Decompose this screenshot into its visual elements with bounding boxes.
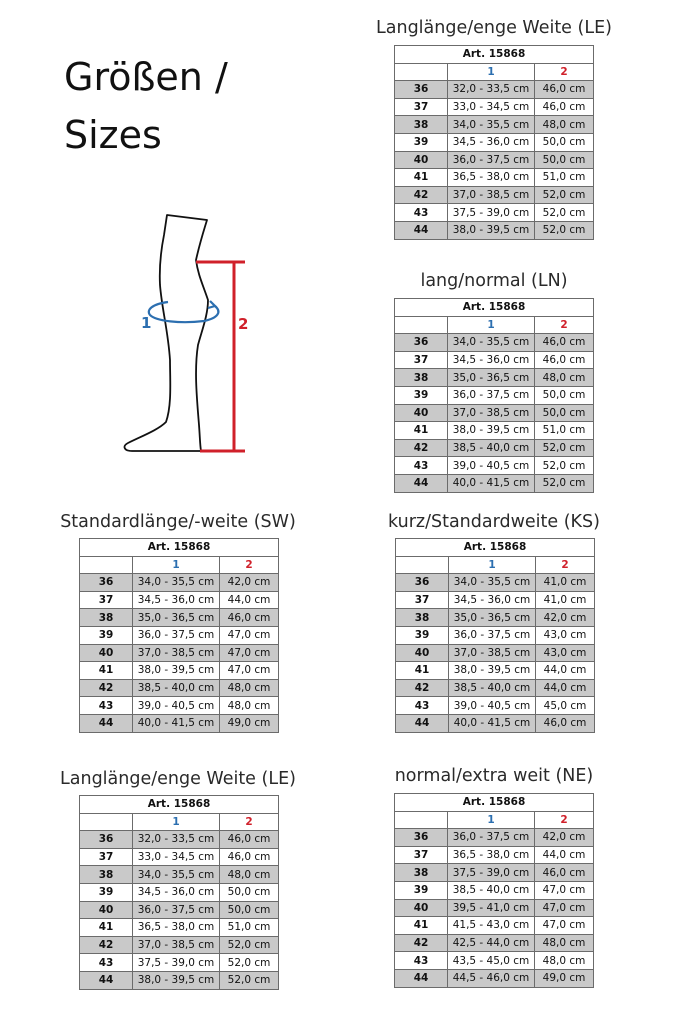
table-row bbox=[395, 404, 594, 422]
table-title: lang/normal (LN) bbox=[420, 271, 568, 291]
table-row bbox=[396, 714, 595, 732]
shaft-height-cell: 46,0 cm bbox=[220, 609, 279, 627]
table-title: kurz/Standardweite (KS) bbox=[388, 512, 600, 532]
calf-circumference-cell: 34,5 - 36,0 cm bbox=[448, 351, 535, 369]
size-cell: 44 bbox=[395, 221, 448, 239]
size-cell: 37 bbox=[80, 848, 133, 866]
table-row bbox=[80, 662, 279, 680]
shaft-height-cell: 47,0 cm bbox=[220, 626, 279, 644]
shaft-height-cell: 48,0 cm bbox=[535, 116, 594, 134]
size-cell: 41 bbox=[80, 919, 133, 937]
table-row bbox=[395, 952, 594, 970]
calf-circumference-cell: 37,0 - 38,5 cm bbox=[133, 644, 220, 662]
calf-circumference-cell: 38,5 - 40,0 cm bbox=[449, 679, 536, 697]
shaft-height-cell: 47,0 cm bbox=[220, 644, 279, 662]
size-cell: 38 bbox=[80, 609, 133, 627]
size-table bbox=[394, 45, 594, 240]
shaft-height-cell: 52,0 cm bbox=[220, 936, 279, 954]
shaft-height-cell: 52,0 cm bbox=[535, 221, 594, 239]
size-cell: 38 bbox=[395, 369, 448, 387]
calf-circumference-cell: 36,5 - 38,0 cm bbox=[133, 919, 220, 937]
calf-circumference-cell: 38,5 - 40,0 cm bbox=[448, 881, 535, 899]
shaft-height-cell: 50,0 cm bbox=[220, 901, 279, 919]
shaft-height-header: 2 bbox=[536, 556, 595, 574]
shaft-height-cell: 41,0 cm bbox=[536, 591, 595, 609]
table-row bbox=[396, 662, 595, 680]
article-number: Art. 15868 bbox=[395, 794, 594, 812]
size-table bbox=[79, 795, 279, 990]
shaft-height-cell: 43,0 cm bbox=[536, 626, 595, 644]
page-title-line-1: Größen / bbox=[64, 55, 228, 99]
calf-circumference-cell: 42,5 - 44,0 cm bbox=[448, 934, 535, 952]
column-header-row bbox=[80, 556, 279, 574]
table-row bbox=[80, 697, 279, 715]
size-cell: 38 bbox=[395, 116, 448, 134]
shaft-height-cell: 48,0 cm bbox=[220, 697, 279, 715]
size-cell: 40 bbox=[80, 901, 133, 919]
table-row bbox=[396, 609, 595, 627]
table-row bbox=[396, 591, 595, 609]
size-table-ks bbox=[364, 509, 624, 733]
size-cell: 40 bbox=[395, 404, 448, 422]
shaft-height-cell: 47,0 cm bbox=[535, 899, 594, 917]
table-row bbox=[80, 714, 279, 732]
calf-circumference-cell: 35,0 - 36,5 cm bbox=[133, 609, 220, 627]
size-table bbox=[394, 298, 594, 493]
calf-circumference-cell: 36,5 - 38,0 cm bbox=[448, 846, 535, 864]
table-row bbox=[395, 917, 594, 935]
shaft-height-cell: 51,0 cm bbox=[220, 919, 279, 937]
shaft-height-cell: 44,0 cm bbox=[536, 662, 595, 680]
table-row bbox=[395, 864, 594, 882]
column-header-row bbox=[80, 813, 279, 831]
calf-circumference-cell: 32,0 - 33,5 cm bbox=[448, 81, 535, 99]
size-header-cell bbox=[396, 556, 449, 574]
shaft-height-cell: 48,0 cm bbox=[535, 369, 594, 387]
table-row bbox=[396, 679, 595, 697]
shaft-height-cell: 52,0 cm bbox=[535, 186, 594, 204]
size-table-ne bbox=[364, 763, 624, 988]
calf-circumference-cell: 43,5 - 45,0 cm bbox=[448, 952, 535, 970]
table-row bbox=[80, 901, 279, 919]
calf-circumference-cell: 37,5 - 39,0 cm bbox=[133, 954, 220, 972]
shaft-height-header: 2 bbox=[535, 63, 594, 81]
size-cell: 41 bbox=[395, 422, 448, 440]
calf-circumference-cell: 40,0 - 41,5 cm bbox=[448, 474, 535, 492]
size-table-le-top bbox=[364, 15, 624, 240]
calf-circumference-cell: 39,5 - 41,0 cm bbox=[448, 899, 535, 917]
size-cell: 40 bbox=[80, 644, 133, 662]
size-cell: 40 bbox=[395, 899, 448, 917]
table-row bbox=[395, 221, 594, 239]
table-row bbox=[80, 591, 279, 609]
size-table-le-bottom bbox=[48, 766, 308, 990]
shaft-height-cell: 52,0 cm bbox=[535, 439, 594, 457]
calf-circumference-header: 1 bbox=[448, 811, 535, 829]
shaft-height-cell: 49,0 cm bbox=[220, 714, 279, 732]
size-cell: 43 bbox=[395, 457, 448, 475]
size-cell: 37 bbox=[395, 98, 448, 116]
table-row bbox=[80, 574, 279, 592]
column-header-row bbox=[395, 811, 594, 829]
size-table-sw bbox=[48, 509, 308, 733]
table-row bbox=[395, 204, 594, 222]
measure-label-2: 2 bbox=[238, 315, 249, 333]
table-row bbox=[395, 351, 594, 369]
column-header-row bbox=[396, 556, 595, 574]
shaft-height-cell: 44,0 cm bbox=[220, 591, 279, 609]
size-cell: 43 bbox=[80, 954, 133, 972]
table-row bbox=[80, 679, 279, 697]
calf-circumference-cell: 39,0 - 40,5 cm bbox=[449, 697, 536, 715]
calf-circumference-header: 1 bbox=[133, 556, 220, 574]
size-table bbox=[395, 538, 595, 733]
table-row bbox=[396, 697, 595, 715]
calf-circumference-cell: 40,0 - 41,5 cm bbox=[449, 714, 536, 732]
size-cell: 38 bbox=[80, 866, 133, 884]
size-cell: 37 bbox=[396, 591, 449, 609]
shaft-height-cell: 47,0 cm bbox=[535, 881, 594, 899]
shaft-height-cell: 50,0 cm bbox=[535, 404, 594, 422]
size-cell: 44 bbox=[395, 474, 448, 492]
calf-circumference-cell: 39,0 - 40,5 cm bbox=[133, 697, 220, 715]
table-row bbox=[396, 574, 595, 592]
article-number: Art. 15868 bbox=[395, 46, 594, 64]
page-title bbox=[64, 48, 228, 164]
calf-circumference-cell: 36,0 - 37,5 cm bbox=[448, 386, 535, 404]
calf-circumference-cell: 36,5 - 38,0 cm bbox=[448, 169, 535, 187]
calf-circumference-cell: 35,0 - 36,5 cm bbox=[448, 369, 535, 387]
size-cell: 36 bbox=[395, 829, 448, 847]
calf-circumference-header: 1 bbox=[448, 316, 535, 334]
shaft-height-cell: 48,0 cm bbox=[220, 866, 279, 884]
shaft-height-cell: 42,0 cm bbox=[220, 574, 279, 592]
table-row bbox=[395, 151, 594, 169]
shaft-height-cell: 50,0 cm bbox=[535, 151, 594, 169]
size-cell: 37 bbox=[395, 846, 448, 864]
table-row bbox=[395, 369, 594, 387]
calf-circumference-cell: 36,0 - 37,5 cm bbox=[448, 151, 535, 169]
calf-circumference-cell: 35,0 - 36,5 cm bbox=[449, 609, 536, 627]
calf-circumference-cell: 38,5 - 40,0 cm bbox=[448, 439, 535, 457]
size-cell: 43 bbox=[395, 952, 448, 970]
article-number: Art. 15868 bbox=[395, 299, 594, 317]
calf-circumference-cell: 34,0 - 35,5 cm bbox=[133, 574, 220, 592]
table-row bbox=[395, 81, 594, 99]
size-cell: 38 bbox=[395, 864, 448, 882]
shaft-height-header: 2 bbox=[535, 316, 594, 334]
size-cell: 42 bbox=[395, 934, 448, 952]
shaft-height-cell: 48,0 cm bbox=[535, 934, 594, 952]
table-row bbox=[395, 386, 594, 404]
shaft-height-cell: 46,0 cm bbox=[535, 334, 594, 352]
size-cell: 44 bbox=[80, 714, 133, 732]
calf-circumference-cell: 37,0 - 38,5 cm bbox=[448, 186, 535, 204]
calf-circumference-cell: 37,0 - 38,5 cm bbox=[133, 936, 220, 954]
calf-circumference-cell: 32,0 - 33,5 cm bbox=[133, 831, 220, 849]
calf-circumference-cell: 38,0 - 39,5 cm bbox=[448, 422, 535, 440]
calf-circumference-cell: 34,0 - 35,5 cm bbox=[133, 866, 220, 884]
shaft-height-cell: 49,0 cm bbox=[535, 969, 594, 987]
shaft-height-cell: 52,0 cm bbox=[535, 474, 594, 492]
calf-circumference-cell: 34,5 - 36,0 cm bbox=[449, 591, 536, 609]
table-row bbox=[395, 474, 594, 492]
article-number: Art. 15868 bbox=[80, 796, 279, 814]
size-cell: 39 bbox=[80, 626, 133, 644]
table-row bbox=[80, 831, 279, 849]
size-cell: 39 bbox=[395, 133, 448, 151]
shaft-height-cell: 52,0 cm bbox=[535, 204, 594, 222]
calf-circumference-cell: 34,5 - 36,0 cm bbox=[133, 591, 220, 609]
table-row bbox=[80, 644, 279, 662]
size-cell: 39 bbox=[396, 626, 449, 644]
calf-circumference-cell: 33,0 - 34,5 cm bbox=[448, 98, 535, 116]
size-cell: 37 bbox=[395, 351, 448, 369]
shaft-height-cell: 46,0 cm bbox=[536, 714, 595, 732]
calf-circumference-cell: 38,0 - 39,5 cm bbox=[133, 662, 220, 680]
table-row bbox=[80, 626, 279, 644]
calf-circumference-cell: 34,0 - 35,5 cm bbox=[448, 334, 535, 352]
table-title: Langlänge/enge Weite (LE) bbox=[376, 18, 612, 38]
table-row bbox=[395, 829, 594, 847]
size-table-ln bbox=[364, 268, 624, 493]
leg-outline-icon bbox=[100, 200, 260, 470]
article-row bbox=[396, 539, 595, 557]
size-cell: 42 bbox=[80, 936, 133, 954]
calf-circumference-cell: 36,0 - 37,5 cm bbox=[133, 901, 220, 919]
calf-circumference-cell: 36,0 - 37,5 cm bbox=[449, 626, 536, 644]
table-row bbox=[80, 971, 279, 989]
size-header-cell bbox=[395, 316, 448, 334]
calf-circumference-header: 1 bbox=[133, 813, 220, 831]
calf-circumference-cell: 37,0 - 38,5 cm bbox=[449, 644, 536, 662]
table-row bbox=[80, 609, 279, 627]
calf-circumference-cell: 37,5 - 39,0 cm bbox=[448, 204, 535, 222]
shaft-height-cell: 43,0 cm bbox=[536, 644, 595, 662]
table-row bbox=[80, 866, 279, 884]
size-cell: 36 bbox=[396, 574, 449, 592]
shaft-height-cell: 47,0 cm bbox=[535, 917, 594, 935]
size-cell: 44 bbox=[80, 971, 133, 989]
size-cell: 43 bbox=[396, 697, 449, 715]
calf-circumference-cell: 34,0 - 35,5 cm bbox=[449, 574, 536, 592]
shaft-height-cell: 46,0 cm bbox=[535, 98, 594, 116]
table-row bbox=[395, 881, 594, 899]
calf-circumference-cell: 34,5 - 36,0 cm bbox=[133, 883, 220, 901]
size-cell: 36 bbox=[80, 574, 133, 592]
size-cell: 39 bbox=[80, 883, 133, 901]
table-row bbox=[80, 936, 279, 954]
table-row bbox=[80, 848, 279, 866]
size-cell: 42 bbox=[80, 679, 133, 697]
calf-circumference-cell: 38,0 - 39,5 cm bbox=[449, 662, 536, 680]
calf-circumference-cell: 34,0 - 35,5 cm bbox=[448, 116, 535, 134]
size-cell: 43 bbox=[395, 204, 448, 222]
calf-circumference-cell: 36,0 - 37,5 cm bbox=[448, 829, 535, 847]
calf-circumference-cell: 40,0 - 41,5 cm bbox=[133, 714, 220, 732]
size-header-cell bbox=[80, 556, 133, 574]
shaft-height-cell: 46,0 cm bbox=[220, 831, 279, 849]
article-row bbox=[395, 46, 594, 64]
calf-circumference-cell: 34,5 - 36,0 cm bbox=[448, 133, 535, 151]
table-row bbox=[395, 334, 594, 352]
table-row bbox=[395, 186, 594, 204]
size-cell: 40 bbox=[396, 644, 449, 662]
shaft-height-cell: 50,0 cm bbox=[535, 133, 594, 151]
table-row bbox=[396, 626, 595, 644]
size-cell: 43 bbox=[80, 697, 133, 715]
calf-circumference-cell: 36,0 - 37,5 cm bbox=[133, 626, 220, 644]
calf-circumference-cell: 37,0 - 38,5 cm bbox=[448, 404, 535, 422]
size-cell: 41 bbox=[395, 917, 448, 935]
shaft-height-cell: 46,0 cm bbox=[535, 81, 594, 99]
size-cell: 40 bbox=[395, 151, 448, 169]
table-row bbox=[395, 439, 594, 457]
shaft-height-header: 2 bbox=[220, 556, 279, 574]
size-cell: 42 bbox=[396, 679, 449, 697]
calf-circumference-cell: 38,0 - 39,5 cm bbox=[133, 971, 220, 989]
column-header-row bbox=[395, 316, 594, 334]
size-cell: 44 bbox=[396, 714, 449, 732]
article-row bbox=[395, 794, 594, 812]
size-cell: 39 bbox=[395, 386, 448, 404]
calf-circumference-header: 1 bbox=[449, 556, 536, 574]
shaft-height-cell: 52,0 cm bbox=[220, 954, 279, 972]
shaft-height-header: 2 bbox=[220, 813, 279, 831]
article-row bbox=[80, 796, 279, 814]
table-row bbox=[395, 116, 594, 134]
shaft-height-cell: 42,0 cm bbox=[535, 829, 594, 847]
shaft-height-cell: 51,0 cm bbox=[535, 422, 594, 440]
shaft-height-cell: 50,0 cm bbox=[535, 386, 594, 404]
table-row bbox=[395, 969, 594, 987]
table-title: Standardlänge/-weite (SW) bbox=[60, 512, 296, 532]
article-row bbox=[395, 299, 594, 317]
table-row bbox=[395, 422, 594, 440]
table-row bbox=[395, 133, 594, 151]
shaft-height-cell: 51,0 cm bbox=[535, 169, 594, 187]
calf-circumference-cell: 41,5 - 43,0 cm bbox=[448, 917, 535, 935]
size-table bbox=[79, 538, 279, 733]
shaft-height-cell: 52,0 cm bbox=[220, 971, 279, 989]
shaft-height-cell: 42,0 cm bbox=[536, 609, 595, 627]
size-cell: 41 bbox=[80, 662, 133, 680]
table-row bbox=[80, 883, 279, 901]
shaft-height-cell: 46,0 cm bbox=[535, 864, 594, 882]
shaft-height-cell: 48,0 cm bbox=[535, 952, 594, 970]
shaft-height-cell: 46,0 cm bbox=[535, 351, 594, 369]
table-row bbox=[396, 644, 595, 662]
size-cell: 37 bbox=[80, 591, 133, 609]
size-cell: 41 bbox=[395, 169, 448, 187]
shaft-height-cell: 41,0 cm bbox=[536, 574, 595, 592]
table-row bbox=[395, 98, 594, 116]
shaft-height-cell: 50,0 cm bbox=[220, 883, 279, 901]
calf-circumference-cell: 33,0 - 34,5 cm bbox=[133, 848, 220, 866]
page-title-line-2: Sizes bbox=[64, 113, 162, 157]
table-row bbox=[395, 899, 594, 917]
size-table bbox=[394, 793, 594, 988]
shaft-height-cell: 48,0 cm bbox=[220, 679, 279, 697]
table-row bbox=[80, 954, 279, 972]
table-row bbox=[395, 169, 594, 187]
calf-circumference-header: 1 bbox=[448, 63, 535, 81]
table-title: normal/extra weit (NE) bbox=[394, 766, 594, 786]
article-number: Art. 15868 bbox=[80, 539, 279, 557]
calf-circumference-cell: 38,0 - 39,5 cm bbox=[448, 221, 535, 239]
size-cell: 39 bbox=[395, 881, 448, 899]
column-header-row bbox=[395, 63, 594, 81]
shaft-height-cell: 45,0 cm bbox=[536, 697, 595, 715]
calf-circumference-cell: 38,5 - 40,0 cm bbox=[133, 679, 220, 697]
table-row bbox=[80, 919, 279, 937]
shaft-height-cell: 44,0 cm bbox=[536, 679, 595, 697]
size-cell: 36 bbox=[80, 831, 133, 849]
size-header-cell bbox=[395, 811, 448, 829]
table-title: Langlänge/enge Weite (LE) bbox=[60, 769, 296, 789]
size-cell: 36 bbox=[395, 334, 448, 352]
size-cell: 36 bbox=[395, 81, 448, 99]
calf-circumference-cell: 44,5 - 46,0 cm bbox=[448, 969, 535, 987]
shaft-height-cell: 47,0 cm bbox=[220, 662, 279, 680]
calf-circumference-cell: 39,0 - 40,5 cm bbox=[448, 457, 535, 475]
shaft-height-cell: 52,0 cm bbox=[535, 457, 594, 475]
size-cell: 42 bbox=[395, 186, 448, 204]
size-cell: 44 bbox=[395, 969, 448, 987]
size-cell: 41 bbox=[396, 662, 449, 680]
size-cell: 42 bbox=[395, 439, 448, 457]
shaft-height-cell: 44,0 cm bbox=[535, 846, 594, 864]
leg-measurement-diagram bbox=[100, 200, 260, 470]
table-row bbox=[395, 457, 594, 475]
shaft-height-cell: 46,0 cm bbox=[220, 848, 279, 866]
size-header-cell bbox=[80, 813, 133, 831]
shaft-height-header: 2 bbox=[535, 811, 594, 829]
calf-circumference-cell: 37,5 - 39,0 cm bbox=[448, 864, 535, 882]
table-row bbox=[395, 846, 594, 864]
measure-label-1: 1 bbox=[141, 314, 152, 332]
size-header-cell bbox=[395, 63, 448, 81]
size-cell: 38 bbox=[396, 609, 449, 627]
article-number: Art. 15868 bbox=[396, 539, 595, 557]
article-row bbox=[80, 539, 279, 557]
table-row bbox=[395, 934, 594, 952]
